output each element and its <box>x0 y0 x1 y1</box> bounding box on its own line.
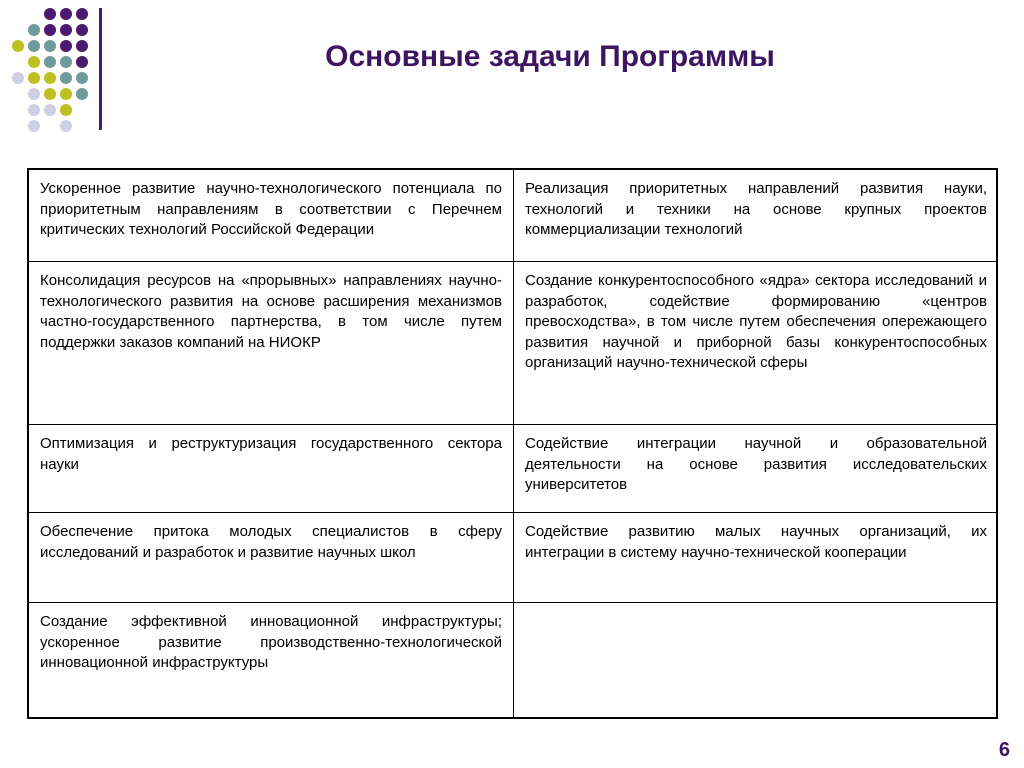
vertical-divider-line <box>99 8 102 130</box>
decorative-dots <box>0 0 110 140</box>
table-cell: Оптимизация и реструктуризация государственного сектора науки <box>29 425 514 513</box>
table-cell: Содействие интеграции научной и образовательной деятельности на основе развития исследовательских университетов <box>514 425 998 513</box>
table-cell: Консолидация ресурсов на «прорывных» направлениях научно-технологического развития на основе расширения механизмов частно-государственного партнерства, в том числе путем поддержки заказов компаний на НИОКР <box>29 262 514 425</box>
table-cell: Создание конкурентоспособного «ядра» сектора исследований и разработок, содействие формированию «центров превосходства», в том числе путем обеспечения опережающего развития научной и приборной базы конкурентоспособных организаций научно-технической сферы <box>514 262 998 425</box>
table-cell: Содействие развитию малых научных организаций, их интеграции в систему научно-технической кооперации <box>514 513 998 603</box>
table-cell: Обеспечение притока молодых специалистов в сферу исследований и разработок и развитие научных школ <box>29 513 514 603</box>
table-cell: Создание эффективной инновационной инфраструктуры; ускоренное развитие производственно-технологической инновационной инфраструктуры <box>29 603 514 717</box>
table-cell: Ускоренное развитие научно-технологического потенциала по приоритетным направлениям в соответствии с Перечнем критических технологий Российской Федерации <box>29 170 514 262</box>
table-cell-empty <box>514 603 998 717</box>
tasks-table <box>27 168 998 719</box>
slide-title: Основные задачи Программы <box>325 40 775 73</box>
page-number: 6 <box>998 739 1010 761</box>
table-cell: Реализация приоритетных направлений развития науки, технологий и техники на основе крупных проектов коммерциализации технологий <box>514 170 998 262</box>
dot-grid <box>12 8 88 132</box>
